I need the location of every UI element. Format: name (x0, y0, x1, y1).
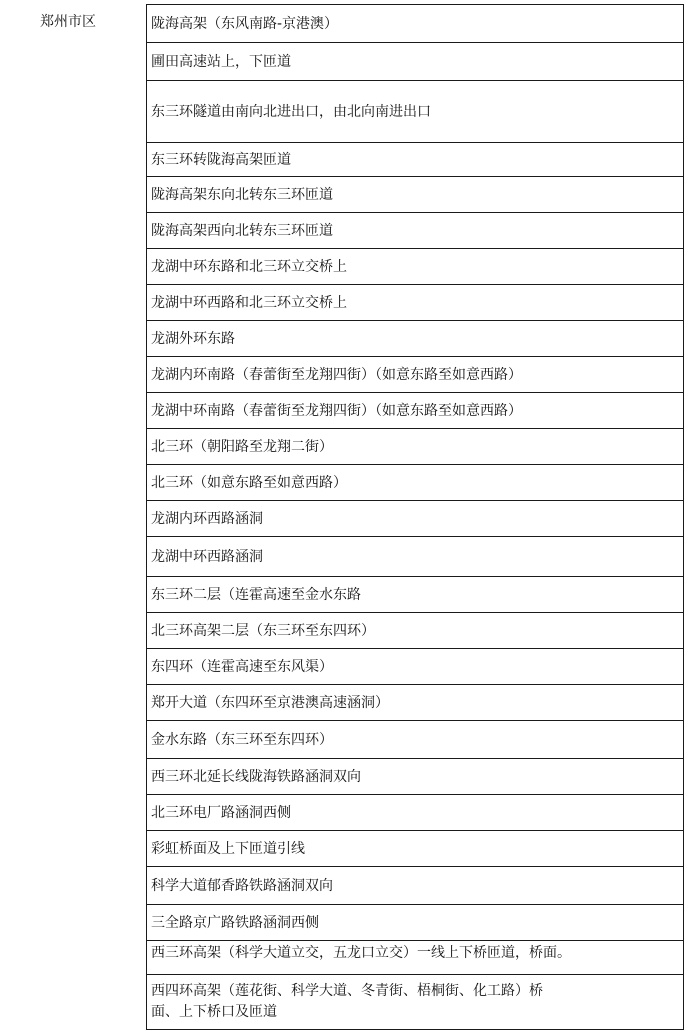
road-name: 彩虹桥面及上下匝道引线 (151, 840, 305, 857)
road-name: 金水东路（东三环至东四环） (151, 731, 333, 748)
table-row (147, 867, 683, 905)
road-name: 圃田高速站上，下匝道 (151, 53, 291, 70)
table-row (147, 941, 683, 975)
road-name: 龙湖内环西路涵洞 (151, 510, 263, 527)
table-row (147, 43, 683, 81)
table-row (147, 393, 683, 429)
road-name: 陇海高架西向北转东三环匝道 (151, 222, 333, 239)
road-name: 北三环电厂路涵洞西侧 (151, 804, 291, 821)
table-row (147, 537, 683, 577)
table-row (147, 143, 683, 177)
road-list-table (146, 4, 684, 1030)
table-row (147, 213, 683, 249)
region-label: 郑州市区 (40, 14, 96, 30)
table-row (147, 5, 683, 43)
table-row (147, 721, 683, 759)
table-row (147, 649, 683, 685)
road-name: 东三环二层（连霍高速至金水东路 (151, 586, 361, 603)
table-row (147, 975, 683, 1030)
road-name: 龙湖中环西路涵洞 (151, 548, 263, 565)
road-name: 陇海高架（东风南路-京港澳） (151, 15, 339, 32)
table-row (147, 905, 683, 941)
table-row (147, 501, 683, 537)
road-name: 东四环（连霍高速至东风渠） (151, 658, 333, 675)
road-name: 西三环高架（科学大道立交，五龙口立交）一线上下桥匝道，桥面。 (151, 945, 571, 961)
table-row (147, 357, 683, 393)
road-name: 东三环转陇海高架匝道 (151, 151, 291, 168)
road-name: 龙湖中环东路和北三环立交桥上 (151, 258, 347, 275)
road-name: 西三环北延长线陇海铁路涵洞双向 (151, 768, 361, 785)
table-row (147, 831, 683, 867)
table-row (147, 285, 683, 321)
road-name: 陇海高架东向北转东三环匝道 (151, 186, 333, 203)
road-name: 东三环隧道由南向北进出口，由北向南进出口 (151, 103, 431, 120)
road-name: 三全路京广路铁路涵洞西侧 (151, 914, 319, 931)
table-row (147, 321, 683, 357)
road-name: 龙湖中环南路（春蕾街至龙翔四街）（如意东路至如意西路） (151, 402, 522, 419)
table-row (147, 249, 683, 285)
road-name: 西四环高架（莲花街、科学大道、冬青街、梧桐街、化工路）桥面、上下桥口及匝道 (151, 983, 543, 1020)
table-row (147, 429, 683, 465)
road-name: 科学大道郁香路铁路涵洞双向 (151, 877, 333, 894)
table-row (147, 685, 683, 721)
road-name: 龙湖外环东路 (151, 330, 235, 347)
road-name: 北三环（朝阳路至龙翔二街） (151, 438, 333, 455)
road-name: 龙湖中环西路和北三环立交桥上 (151, 294, 347, 311)
table-row (147, 795, 683, 831)
road-name: 北三环（如意东路至如意西路） (151, 474, 347, 491)
road-name: 北三环高架二层（东三环至东四环） (151, 622, 375, 639)
road-name: 郑开大道（东四环至京港澳高速涵洞） (151, 694, 389, 711)
table-row (147, 81, 683, 143)
table-row (147, 759, 683, 795)
road-name: 龙湖内环南路（春蕾街至龙翔四街）（如意东路至如意西路） (151, 366, 522, 383)
table-row (147, 577, 683, 613)
table-row (147, 465, 683, 501)
table-row (147, 613, 683, 649)
table-row (147, 177, 683, 213)
